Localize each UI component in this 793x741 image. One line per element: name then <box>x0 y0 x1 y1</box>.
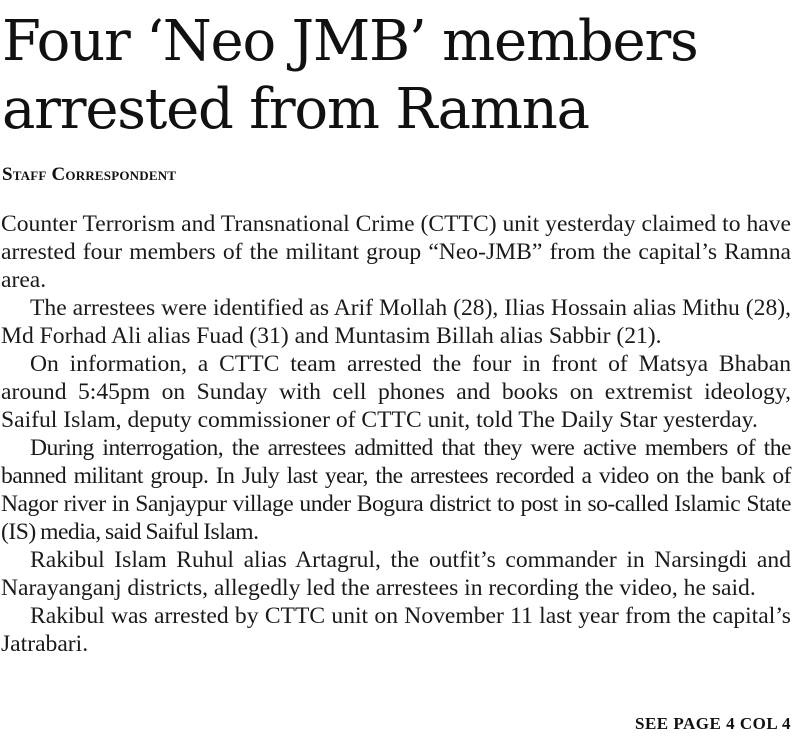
paragraph-4: During interrogation, the arrestees admitted that they were active members of the banned militant group. In July last year, the arrestees recorded a video on the bank of Nagor river in Sanjaypur village under Bogura district to post in so-called Islamic State (IS) media, said Saiful Islam. <box>1 435 791 545</box>
paragraph-5: Rakibul Islam Ruhul alias Artagrul, the outfit’s commander in Narsingdi and Narayanganj districts, allegedly led the arrestees in recording the video, he said. <box>1 547 791 601</box>
paragraph-2: The arrestees were identified as Arif Mollah (28), Ilias Hossain alias Mithu (28), Md Forhad Ali alias Fuad (31) and Muntasim Billah alias Sabbir (21). <box>1 295 791 349</box>
headline <box>2 8 792 144</box>
paragraph-1: Counter Terrorism and Transnational Crime (CTTC) unit yesterday claimed to have arrested four members of the militant group “Neo-JMB” from the capital’s Ramna area. <box>1 211 791 293</box>
headline-line-2: arrested from Ramna <box>2 77 589 142</box>
paragraph-3: On information, a CTTC team arrested the four in front of Matsya Bhaban around 5:45pm on Sunday with cell phones and books on extremist ideology, Saiful Islam, deputy commissioner of CTTC unit, told The Daily Star yesterday. <box>1 351 791 433</box>
headline-line-1: Four ‘Neo JMB’ members <box>2 9 698 74</box>
paragraph-6: Rakibul was arrested by CTTC unit on November 11 last year from the capital’s Jatrabari. <box>1 603 791 657</box>
continuation-note: SEE PAGE 4 COL 4 <box>635 714 791 733</box>
byline: Staff Correspondent <box>2 164 177 185</box>
article-body <box>1 210 791 658</box>
